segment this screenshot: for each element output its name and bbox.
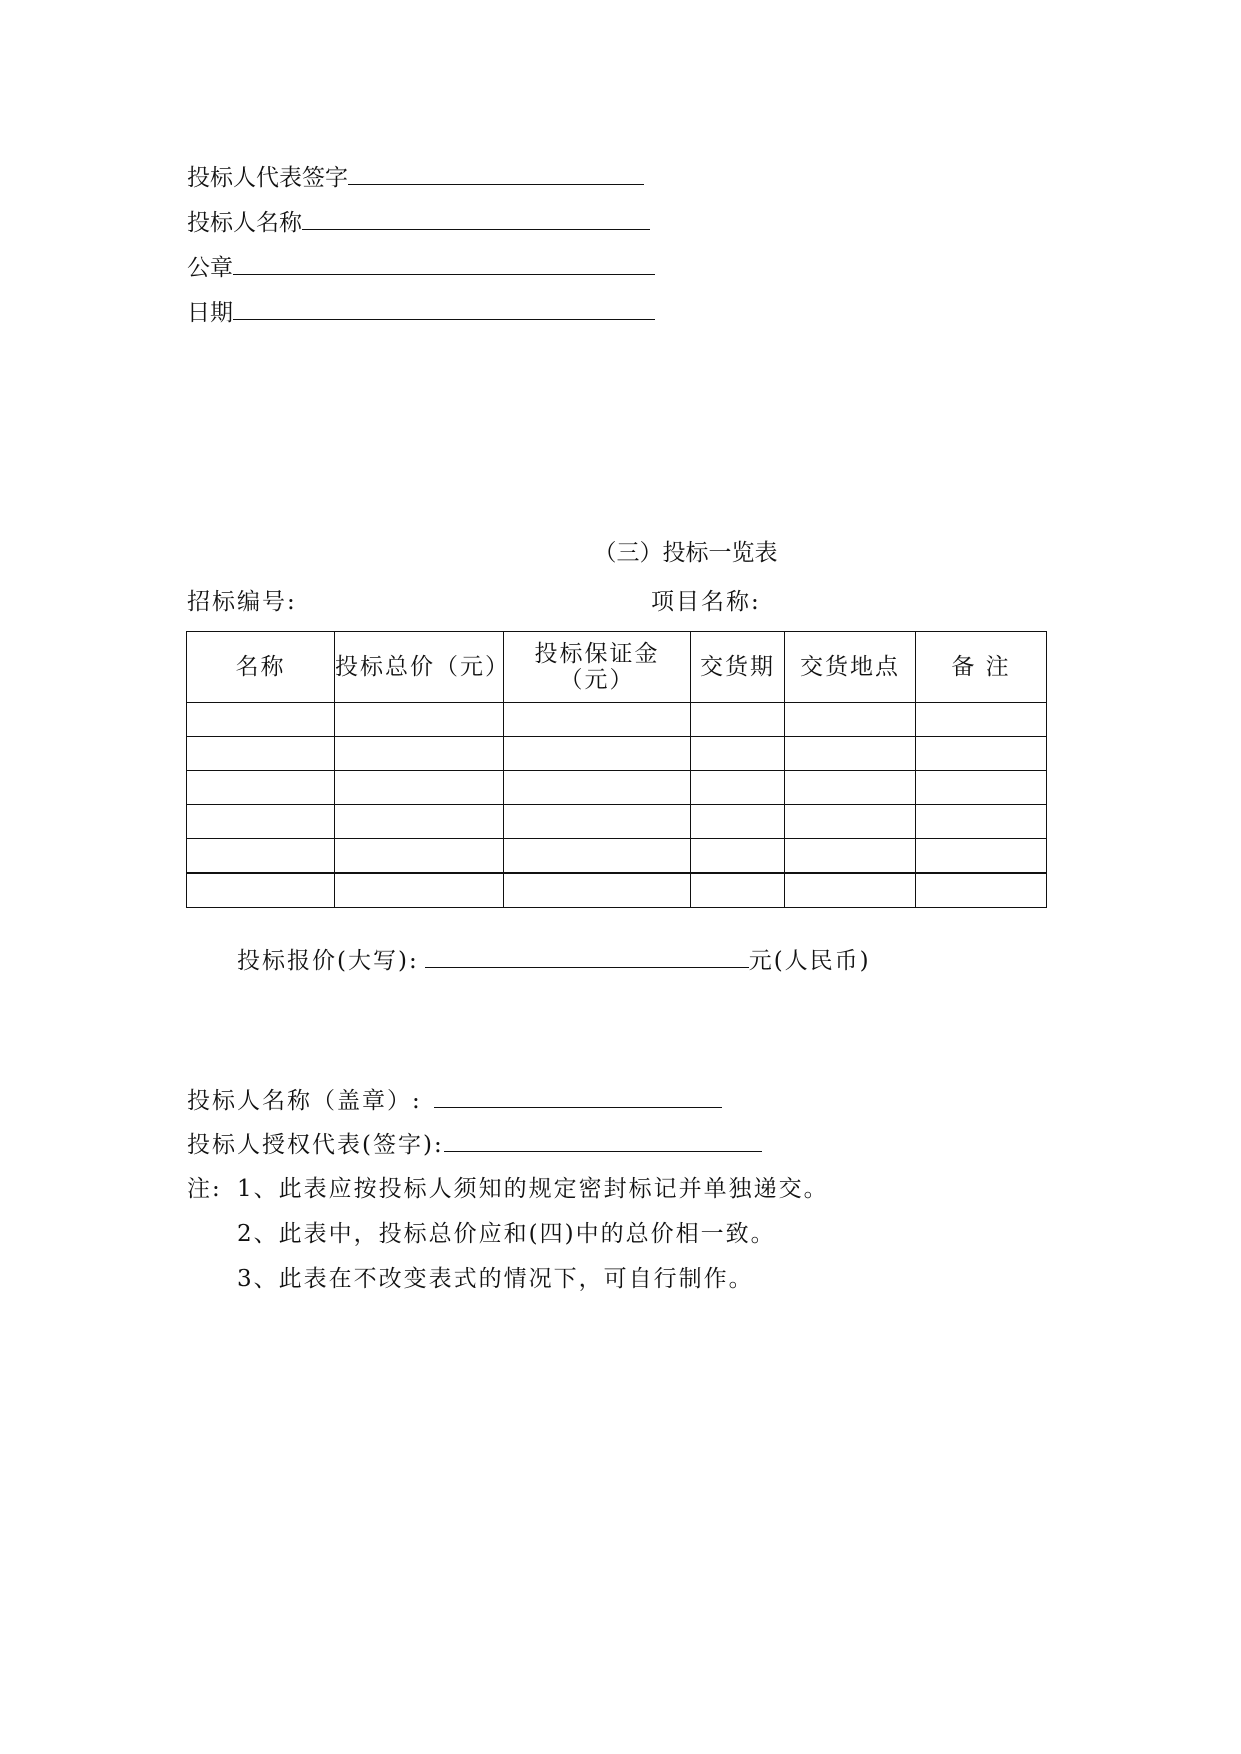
bid-price-blank[interactable] — [425, 945, 749, 968]
bidder-seal-line — [187, 1082, 722, 1115]
seal-blank[interactable] — [233, 252, 655, 275]
table-header-row — [187, 632, 1047, 703]
table-cell[interactable] — [916, 771, 1047, 805]
table-row — [187, 873, 1047, 908]
table-cell[interactable] — [504, 873, 691, 908]
table-cell[interactable] — [785, 703, 916, 737]
table-cell[interactable] — [916, 873, 1047, 908]
table-cell[interactable] — [916, 839, 1047, 874]
seal-label: 公章 — [187, 255, 233, 281]
auth-rep-blank[interactable] — [444, 1129, 762, 1152]
tender-no-label: 招标编号: — [187, 589, 297, 615]
seal-line — [187, 252, 655, 283]
note-item: 2、此表中，投标总价应和(四)中的总价相一致。 — [237, 1221, 776, 1247]
table-cell[interactable] — [785, 839, 916, 874]
table-row — [187, 703, 1047, 737]
table-cell[interactable] — [335, 737, 504, 771]
table-cell[interactable] — [691, 703, 785, 737]
col-header-remarks: 备 注 — [916, 632, 1047, 703]
col-header-delivery-time: 交货期 — [691, 632, 785, 703]
bidder-seal-blank[interactable] — [434, 1085, 722, 1108]
table-cell[interactable] — [691, 737, 785, 771]
table-cell[interactable] — [785, 873, 916, 908]
date-line — [187, 297, 655, 328]
table-cell[interactable] — [187, 703, 335, 737]
table-cell[interactable] — [691, 873, 785, 908]
table-cell[interactable] — [187, 839, 335, 874]
table-cell[interactable] — [691, 805, 785, 839]
table-cell[interactable] — [335, 771, 504, 805]
date-blank[interactable] — [233, 297, 655, 320]
table-cell[interactable] — [335, 805, 504, 839]
bid-price-label: 投标报价(大写): — [237, 948, 419, 974]
bidder-name-blank[interactable] — [302, 207, 650, 230]
table-cell[interactable] — [187, 737, 335, 771]
rep-signature-label: 投标人代表签字 — [187, 165, 348, 191]
table-cell[interactable] — [504, 737, 691, 771]
table-cell[interactable] — [785, 771, 916, 805]
table-cell[interactable] — [335, 703, 504, 737]
bid-price-line — [237, 942, 871, 975]
bidder-name-line — [187, 207, 650, 238]
table-row — [187, 771, 1047, 805]
bid-summary-table — [186, 631, 1047, 908]
auth-rep-label: 投标人授权代表(签字): — [187, 1132, 444, 1158]
project-name-label: 项目名称: — [651, 589, 761, 615]
date-label: 日期 — [187, 300, 233, 326]
table-row — [187, 737, 1047, 771]
table-cell[interactable] — [785, 805, 916, 839]
table-cell[interactable] — [785, 737, 916, 771]
bidder-seal-label: 投标人名称（盖章）: — [187, 1088, 422, 1114]
table-row — [187, 839, 1047, 874]
table-cell[interactable] — [335, 873, 504, 908]
col-header-total-price: 投标总价（元） — [335, 632, 504, 703]
table-cell[interactable] — [504, 805, 691, 839]
rep-signature-line — [187, 162, 644, 193]
table-cell[interactable] — [187, 873, 335, 908]
table-cell[interactable] — [916, 703, 1047, 737]
table-cell[interactable] — [504, 771, 691, 805]
bidder-name-label: 投标人名称 — [187, 210, 302, 236]
table-cell[interactable] — [691, 771, 785, 805]
auth-rep-line — [187, 1126, 762, 1159]
table-cell[interactable] — [335, 839, 504, 874]
table-cell[interactable] — [916, 737, 1047, 771]
table-cell[interactable] — [504, 703, 691, 737]
table-cell[interactable] — [916, 805, 1047, 839]
col-header-bid-bond: 投标保证金（元） — [504, 632, 691, 703]
table-cell[interactable] — [691, 839, 785, 874]
rep-signature-blank[interactable] — [348, 162, 644, 185]
section-title: （三）投标一览表 — [593, 540, 778, 566]
note-item: 3、此表在不改变表式的情况下，可自行制作。 — [237, 1266, 754, 1292]
table-cell[interactable] — [187, 805, 335, 839]
bid-price-unit: 元(人民币) — [748, 948, 871, 974]
table-cell[interactable] — [504, 839, 691, 874]
col-header-name: 名称 — [187, 632, 335, 703]
table-row — [187, 805, 1047, 839]
note-item: 1、此表应按投标人须知的规定密封标记并单独递交。 — [237, 1176, 829, 1202]
table-cell[interactable] — [187, 771, 335, 805]
col-header-delivery-place: 交货地点 — [785, 632, 916, 703]
notes-prefix: 注: — [187, 1176, 222, 1202]
